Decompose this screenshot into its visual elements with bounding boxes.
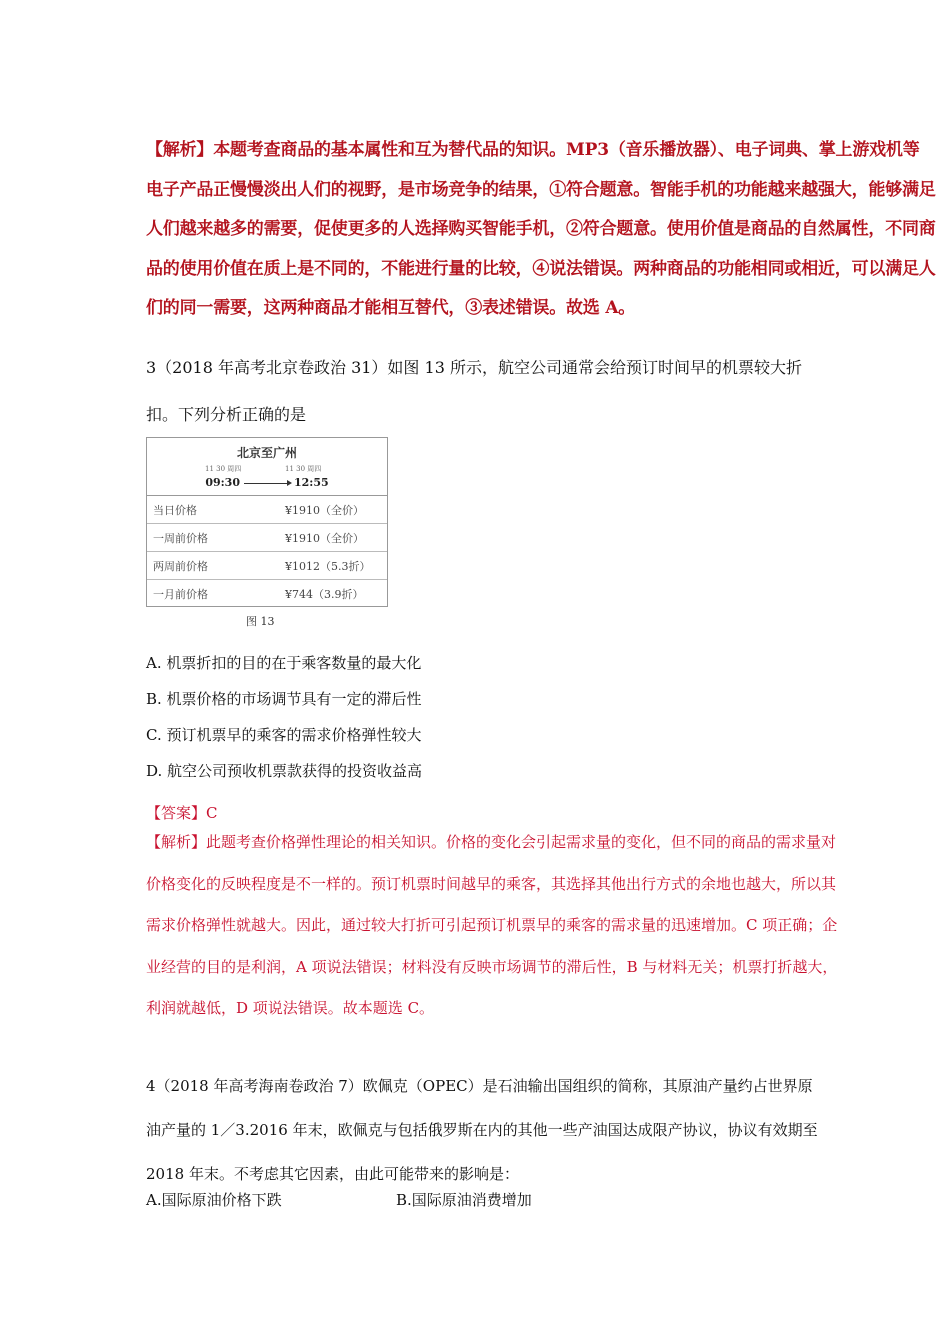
depart-time: 09:30 [205, 476, 240, 489]
question-4-options [146, 1182, 826, 1218]
option-a: A.国际原油价格下跌 [146, 1191, 282, 1209]
price-row-label: 一周前价格 [153, 532, 208, 545]
arrive-day: 11 30 周四 [285, 465, 322, 473]
route-label: 北京至广州 [236, 446, 297, 460]
price-row-label: 两周前价格 [153, 560, 208, 573]
question-3-options [146, 645, 422, 789]
question-4-stem: 4（2018 年高考海南卷政治 7）欧佩克（OPEC）是石油输出国组织的简称，其原油产量约占世界原油产量的 1／3.2016 年末，欧佩克与包括俄罗斯在内的其他一些产油国达成限产协议，协议有效期至 2018 年末。不考虑其它因素，由此可能带来的影响是： [146, 1077, 818, 1183]
analysis-tag: 【解析】 [146, 833, 207, 851]
price-row [147, 552, 387, 580]
analysis-paragraph-2 [146, 822, 846, 1030]
price-row-label: 当日价格 [153, 504, 197, 517]
option-b: B.国际原油消费增加 [396, 1191, 532, 1209]
price-row-value: ¥1910（全价） [285, 532, 364, 545]
answer-label: 【答案】C [146, 804, 218, 822]
option-c: C. 预订机票早的乘客的需求价格弹性较大 [146, 726, 422, 744]
option-a: A. 机票折扣的目的在于乘客数量的最大化 [146, 654, 422, 672]
depart-day: 11 30 周四 [205, 465, 242, 473]
price-row-value: ¥1012（5.3折） [285, 560, 371, 573]
option-b: B. 机票价格的市场调节具有一定的滞后性 [146, 690, 422, 708]
price-row [147, 580, 387, 607]
price-row [147, 524, 387, 552]
price-row-value: ¥1910（全价） [285, 504, 364, 517]
arrive-time: 12:55 [294, 476, 329, 489]
option-d: D. 航空公司预收机票款获得的投资收益高 [146, 762, 423, 780]
analysis-paragraph-1 [146, 131, 936, 329]
figure-caption: 图 13 [246, 615, 275, 628]
price-row-value: ¥744（3.9折） [285, 588, 364, 601]
analysis-text: 此题考查价格弹性理论的相关知识。价格的变化会引起需求量的变化，但不同的商品的需求量对价格变化的反映程度是不一样的。预订机票时间越早的乘客，其选择其他出行方式的余地也越大，所以其需求价格弹性就越大。因此，通过较大打折可引起预订机票早的乘客的需求量的迅速增加。C 项正确；企业经营的目的是利润，A 项说法错误；材料没有反映市场调节的滞后性，B 与材料无关；机票打折越大，利润就越低，D 项说法错误。故本题选 C。 [146, 833, 838, 1017]
flight-times [147, 476, 387, 489]
price-row [147, 496, 387, 524]
arrow-right-icon [244, 483, 290, 484]
price-row-label: 一月前价格 [153, 588, 208, 601]
analysis-text: 本题考查商品的基本属性和互为替代品的知识。MP3（音乐播放器）、电子词典、掌上游戏机等电子产品正慢慢淡出人们的视野，是市场竞争的结果，①符合题意。智能手机的功能越来越强大，能够满足人们越来越多的需要，促使更多的人选择购买智能手机，②符合题意。使用价值是商品的自然属性，不同商品的使用价值在质上是不同的，不能进行量的比较，④说法错误。两种商品的功能相同或相近，可以满足人们的同一需要，这两种商品才能相互替代，③表述错误。故选 A。 [146, 140, 936, 318]
figure-header [147, 438, 387, 496]
question-3-stem: 3（2018 年高考北京卷政治 31）如图 13 所示，航空公司通常会给预订时间早的机票较大折扣。下列分析正确的是 [146, 358, 802, 424]
analysis-tag: 【解析】 [146, 140, 214, 160]
flight-price-figure [146, 437, 388, 607]
